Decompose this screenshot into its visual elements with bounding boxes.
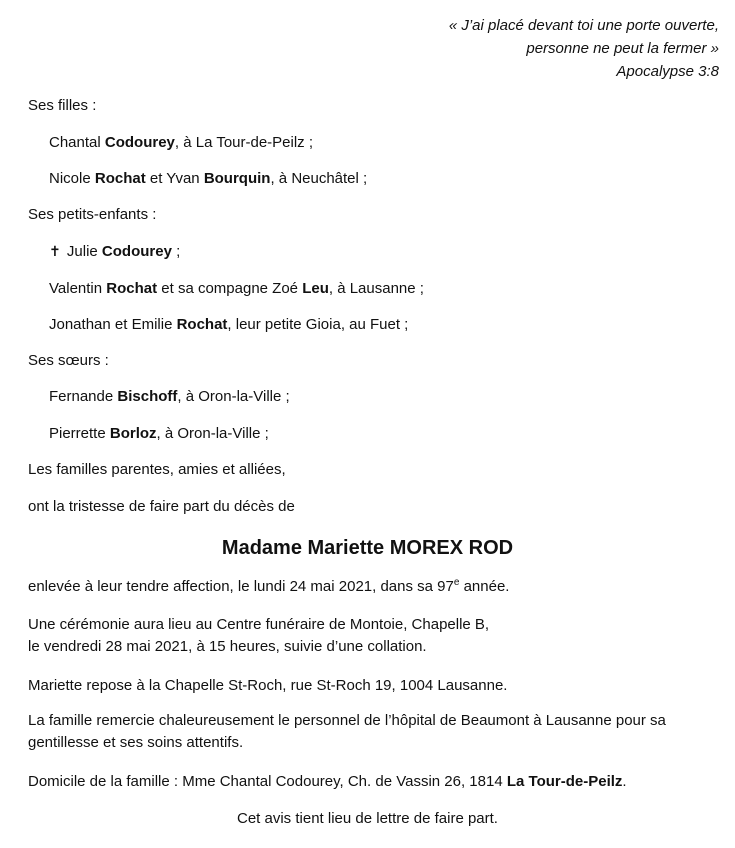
epigraph-line-1: « J’ai placé devant toi une porte ouverte, xyxy=(448,17,719,34)
cross-icon: ✝ xyxy=(49,243,61,259)
announcement-line: ont la tristesse de faire part du décès de xyxy=(28,498,295,515)
daughter-2: Nicole Rochat et Yvan Bourquin, à Neuchâtel ; xyxy=(49,170,368,187)
epigraph-reference: Apocalypse 3:8 xyxy=(616,63,719,80)
grandchildren-heading: Ses petits-enfants : xyxy=(28,206,157,223)
deceased-name: Madame Mariette MOREX ROD xyxy=(221,537,514,559)
death-line: enlevée à leur tendre affection, le lundi 24 mai 2021, dans sa 97e année. xyxy=(28,577,510,595)
families-line: Les familles parentes, amies et alliées, xyxy=(28,461,286,478)
sisters-heading: Ses sœurs : xyxy=(28,352,109,369)
ceremony-line-1: Une cérémonie aura lieu au Centre funéraire de Montoie, Chapelle B, xyxy=(28,616,490,633)
sister-2: Pierrette Borloz, à Oron-la-Ville ; xyxy=(49,425,269,442)
daughter-1: Chantal Codourey, à La Tour-de-Peilz ; xyxy=(49,134,314,151)
epigraph xyxy=(449,14,719,83)
ceremony-paragraph xyxy=(28,614,728,658)
closing-line: Cet avis tient lieu de lettre de faire part. xyxy=(237,810,498,827)
sister-1: Fernande Bischoff, à Oron-la-Ville ; xyxy=(49,388,290,405)
domicile-line: Domicile de la famille : Mme Chantal Codourey, Ch. de Vassin 26, 1814 La Tour-de-Peilz. xyxy=(28,773,627,790)
daughters-heading: Ses filles : xyxy=(28,97,97,114)
grandchild-2: Valentin Rochat et sa compagne Zoé Leu, à Lausanne ; xyxy=(49,280,424,297)
epigraph-line-2: personne ne peut la fermer » xyxy=(526,40,719,57)
rest-place-line: Mariette repose à la Chapelle St-Roch, rue St-Roch 19, 1004 Lausanne. xyxy=(28,677,508,694)
grandchild-3: Jonathan et Emilie Rochat, leur petite Gioia, au Fuet ; xyxy=(49,316,409,333)
ceremony-line-2: le vendredi 28 mai 2021, à 15 heures, suivie d’une collation. xyxy=(28,638,427,655)
thanks-paragraph: La famille remercie chaleureusement le personnel de l’hôpital de Beaumont à Lausanne pour sa gentillesse et ses soins attentifs. xyxy=(28,712,666,751)
grandchild-1: ✝ Julie Codourey ; xyxy=(49,243,181,260)
